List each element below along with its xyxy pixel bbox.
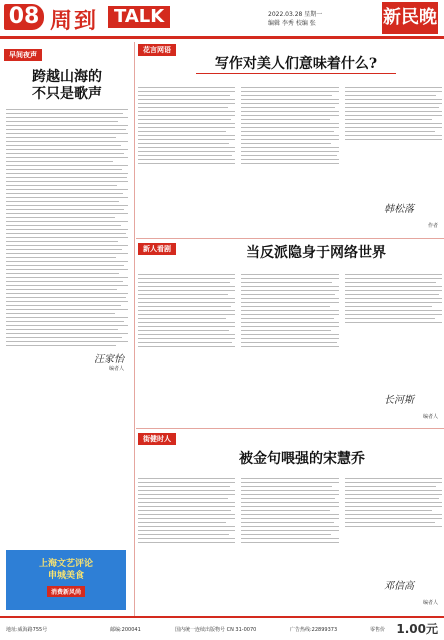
left-column (0, 42, 135, 616)
bottom-section-label: 街健时人 (138, 433, 176, 445)
footer-ad-hotline: 广告热线:22899373 (290, 627, 338, 633)
middle-article (136, 238, 444, 429)
footer-price-label: 零售价 (370, 627, 386, 633)
bottom-article-title: 被金句喂强的宋慧乔 (239, 451, 365, 467)
top-byline: 作者 (427, 223, 438, 229)
left-byline: 编者人 (108, 366, 124, 372)
left-author: 汪家怡 (94, 354, 124, 365)
ad-title: 上海文艺评论 申城美食 (38, 559, 93, 581)
middle-body-text (138, 271, 442, 350)
left-body-text (6, 109, 128, 346)
top-article-title: 写作对美人们意味着什么? (196, 56, 396, 74)
date-text: 2022.03.28 星期一 (268, 11, 323, 18)
section-title: 周到 (50, 9, 99, 34)
section-tag: TALK (108, 6, 170, 28)
footer-issn: 国内统一连续出版物号 CN 31-0070 (175, 627, 257, 633)
footer-postcode: 邮编:200041 (110, 627, 141, 633)
footer-address: 地址:威海路755号 (6, 627, 48, 633)
middle-section-label: 新人看剧 (138, 243, 176, 255)
ad-banner (6, 550, 126, 610)
ad-subtitle: 消费新风尚 (47, 586, 85, 597)
footer-price: 1.00元 (396, 622, 438, 636)
right-column (136, 42, 444, 616)
bottom-body-text (138, 475, 442, 546)
middle-article-title: 当反派隐身于网络世界 (246, 245, 386, 261)
newspaper-logo: 新民晚报 (382, 2, 438, 34)
left-article-title: 跨越山海的 不只是歌声 (32, 69, 102, 102)
page-number: 08 (4, 4, 44, 30)
masthead-rule (0, 36, 444, 39)
bottom-author: 邓信高 (384, 581, 414, 592)
bottom-byline: 编者人 (422, 600, 438, 606)
left-section-label: 早间夜声 (4, 49, 42, 61)
middle-byline: 编者人 (422, 414, 438, 420)
editor-text: 编辑 李秀 校编 张 (268, 20, 316, 27)
date-line (268, 10, 322, 28)
top-article (136, 42, 444, 238)
bottom-article (136, 428, 444, 617)
top-body-text (138, 84, 442, 167)
top-author: 韩松落 (384, 204, 414, 215)
top-section-label: 花言网语 (138, 44, 176, 56)
middle-author: 长河斯 (384, 395, 414, 406)
page-footer (0, 616, 444, 640)
